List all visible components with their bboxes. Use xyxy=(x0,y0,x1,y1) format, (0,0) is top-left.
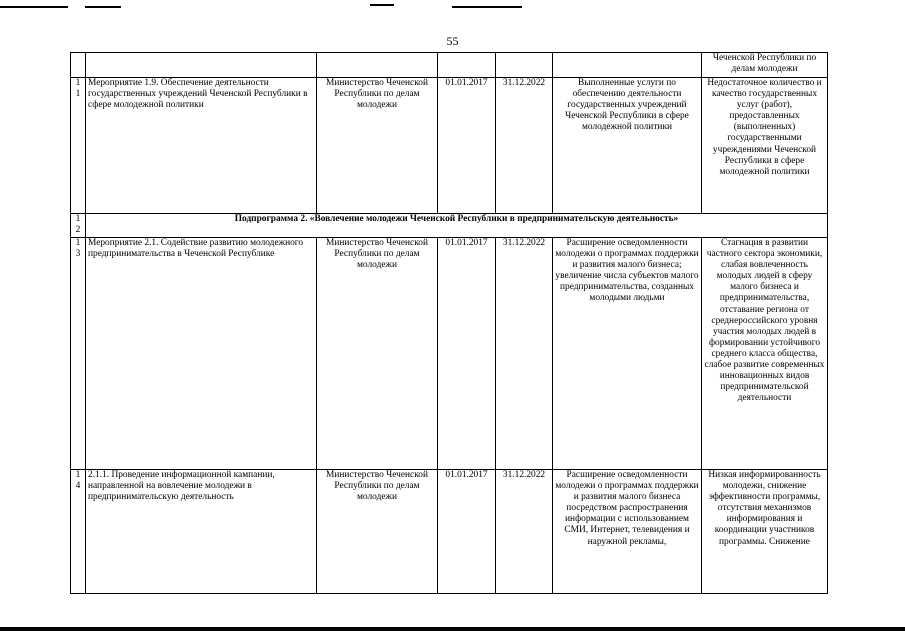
row-number-digit: 2 xyxy=(75,225,81,236)
start-date-cell: 01.01.2017 xyxy=(438,470,496,594)
row-number-digit: 1 xyxy=(75,214,81,224)
event-cell: Мероприятие 2.1. Содействие развитию молодежного предпринимательства в Чеченской Республике xyxy=(86,238,317,470)
table-row xyxy=(71,470,828,594)
result-cell: Расширение осведомленности молодежи о программах поддержки и развития малого бизнеса посредством распространения информации с использованием СМИ, Интернет, телевидения и наружной рекламы, xyxy=(553,470,702,594)
end-date-cell xyxy=(496,53,553,78)
row-number-cell xyxy=(71,78,86,214)
start-date-cell: 01.01.2017 xyxy=(438,78,496,214)
row-number-digit: 1 xyxy=(75,78,81,88)
risk-cell: Стагнация в развитии частного сектора экономики, слабая вовлеченность молодых людей в сферу малого бизнеса и предпринимательства, отставание региона от среднероссийского уровня участия молодых людей в формировании устойчивого среднего класса общества, слабое развитие современных инновационных видов предпринимательской деятельности xyxy=(702,238,828,470)
table-row xyxy=(71,78,828,214)
row-number-digit: 1 xyxy=(75,238,81,248)
event-cell xyxy=(86,53,317,78)
row-number-digit: 3 xyxy=(75,249,81,260)
risk-cell: Чеченской Республики по делам молодежи xyxy=(702,53,828,78)
executor-cell xyxy=(317,53,438,78)
row-number-cell xyxy=(71,214,86,238)
scan-bottom-edge xyxy=(0,627,905,631)
executor-cell: Министерство Чеченской Республики по делам молодежи xyxy=(317,470,438,594)
event-cell: 2.1.1. Проведение информационной кампании, направленной на вовлечение молодежи в предпринимательскую деятельность xyxy=(86,470,317,594)
table-row xyxy=(71,53,828,78)
start-date-cell: 01.01.2017 xyxy=(438,238,496,470)
header-rule xyxy=(85,6,121,8)
row-number-cell xyxy=(71,470,86,594)
program-table xyxy=(70,52,828,594)
end-date-cell: 31.12.2022 xyxy=(496,470,553,594)
subprogram-title: Подпрограмма 2. «Вовлечение молодежи Чеченской Республики в предпринимательскую деятельность» xyxy=(86,214,828,238)
row-number-digit: 4 xyxy=(75,481,81,492)
result-cell: Выполненные услуги по обеспечению деятельности государственных учреждений Чеченской Республики в сфере молодежной политики xyxy=(553,78,702,214)
subprogram-row xyxy=(71,214,828,238)
row-number-digit: 1 xyxy=(75,89,81,100)
event-cell: Мероприятие 1.9. Обеспечение деятельности государственных учреждений Чеченской Республики в сфере молодежной политики xyxy=(86,78,317,214)
row-number-cell xyxy=(71,53,86,78)
result-cell xyxy=(553,53,702,78)
result-cell: Расширение осведомленности молодежи о программах поддержки и развития малого бизнеса; увеличение числа субъектов малого предпринимательства, созданных молодыми людьми xyxy=(553,238,702,470)
risk-cell: Низкая информированность молодежи, снижение эффективности программы, отсутствия механизмов информирования и координации участников программы. Снижение xyxy=(702,470,828,594)
row-number-cell xyxy=(71,238,86,470)
header-rule xyxy=(452,6,522,8)
end-date-cell: 31.12.2022 xyxy=(496,238,553,470)
end-date-cell: 31.12.2022 xyxy=(496,78,553,214)
header-rule xyxy=(370,4,394,6)
table-row xyxy=(71,238,828,470)
header-rule xyxy=(0,6,68,8)
start-date-cell xyxy=(438,53,496,78)
page-number: 55 xyxy=(446,34,459,48)
executor-cell: Министерство Чеченской Республики по делам молодежи xyxy=(317,238,438,470)
risk-cell: Недостаточное количество и качество государственных услуг (работ), предоставленных (выполненных) государственными учреждениями Чеченской Республики в сфере молодежной политики xyxy=(702,78,828,214)
executor-cell: Министерство Чеченской Республики по делам молодежи xyxy=(317,78,438,214)
row-number-digit: 1 xyxy=(75,470,81,480)
